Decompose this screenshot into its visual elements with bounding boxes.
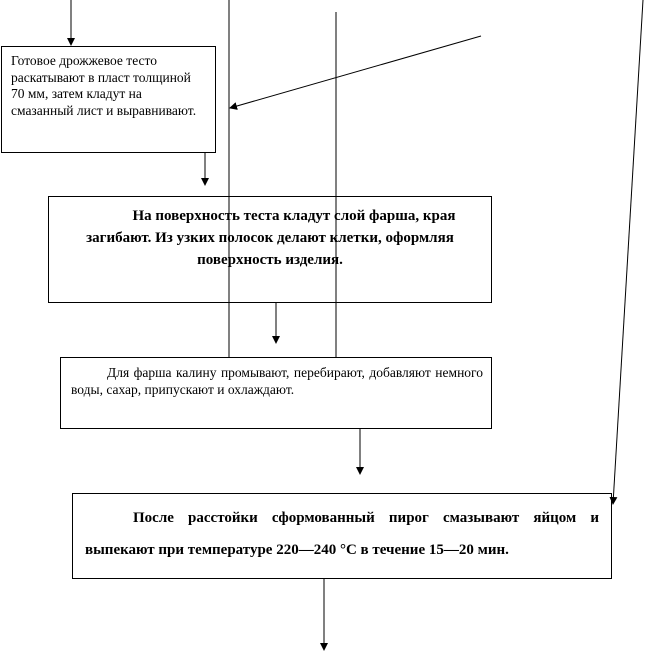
step-2-box xyxy=(48,196,492,303)
step-1-text: Готовое дрожжевое тесто раскатывают в пласт толщиной 70 мм, затем кладут на смазанный лист и выравнивают. xyxy=(11,53,197,118)
step-4-text: После расстойки сформованный пирог смазывают яйцом и выпекают при температуре 220—240 °С в течение 15—20 мин. xyxy=(85,510,599,558)
step-1-box xyxy=(1,46,216,153)
step-4-box xyxy=(72,493,612,579)
long-diagonal-arrow xyxy=(613,0,643,504)
step-3-text: Для фарша калину промывают, перебирают, добавляют немного воды, сахар, припускают и охлаждают. xyxy=(71,365,483,397)
step-2-text: На поверхность теста кладут слой фарша, края загибают. Из узких полосок делают клетки, оформляя поверхность изделия. xyxy=(86,208,456,268)
diagonal-arrow xyxy=(230,36,481,108)
step-3-box xyxy=(60,357,492,429)
